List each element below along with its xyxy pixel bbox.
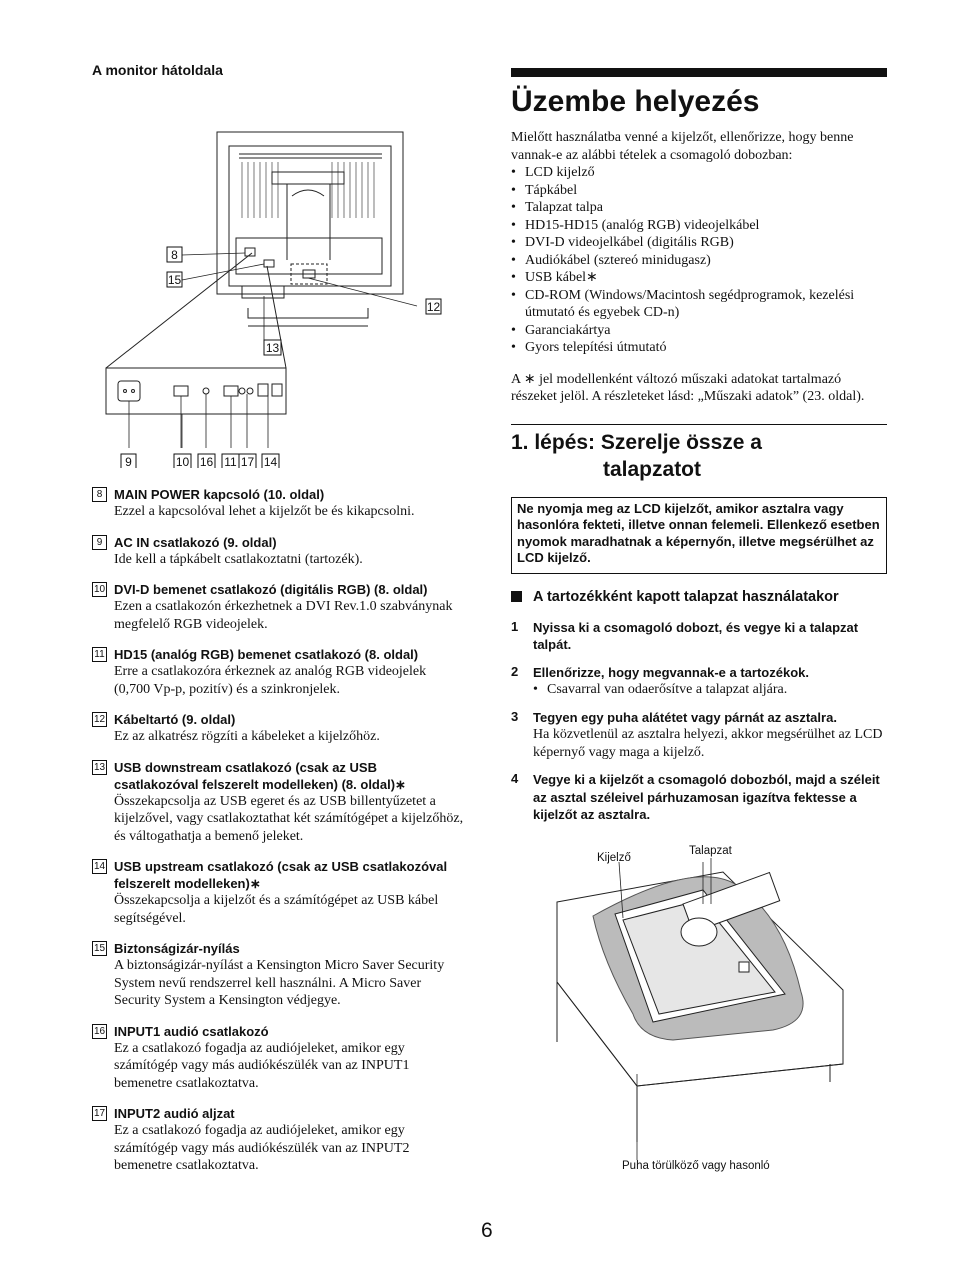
legend-title: USB downstream csatlakozó (csak az USB csatlakozóval felszerelt modelleken) (8. oldal)∗ [114,759,406,792]
legend-item [92,581,464,633]
legend-desc: Ide kell a tápkábelt csatlakoztatni (tartozék). [114,551,363,567]
step-item [511,771,887,824]
subheading [511,588,887,607]
svg-text:15: 15 [167,273,182,287]
svg-text:17: 17 [240,455,255,468]
step-item [511,664,887,699]
legend-desc: Ez a csatlakozó fogadja az audiójeleket, amikor egy számítógép vagy más audiókészülék van az INPUT2 bemenetre csatlakoztatva. [114,1123,410,1173]
legend-title: HD15 (analóg RGB) bemenet csatlakozó (8. oldal) [114,647,419,662]
monitor-on-table-illustration [553,842,853,1182]
step-desc: Ha közvetlenül az asztalra helyezi, akkor megsérülhet az LCD képernyő vagy maga a kijelző. [533,727,883,760]
step-heading-line1: 1. lépés: Szerelje össze a [511,430,762,454]
list-item: • Audiókábel (sztereó minidugasz) [511,252,887,270]
legend-desc: Összekapcsolja az USB egeret és az USB billentyűzetet a kijelzővel, vagy csatlakoztathat két számítógépet a kijelzőhöz, és váltogathatja a bemenő jeleket. [114,793,464,844]
section-divider [511,424,887,425]
legend-title: Biztonságizár-nyílás [114,941,240,956]
legend-list [92,486,464,1175]
list-item: • Gyors telepítési útmutató [511,339,887,357]
illustration-drawing [553,842,853,1160]
intro-text: Mielőtt használatba venné a kijelzőt, ellenőrizze, hogy benne vannak-e az alábbi tételek a csomagoló dobozban: [511,130,854,163]
legend-title: INPUT1 audió csatlakozó [114,1023,269,1039]
legend-number: 16 [93,1025,106,1037]
legend-title: Kábeltartó (9. oldal) [114,712,236,727]
legend-title: DVI-D bemenet csatlakozó (digitális RGB) (8. oldal) [114,582,428,597]
legend-number: 8 [92,487,107,502]
left-column [92,62,464,1188]
legend-number: 11 [92,647,107,662]
list-item: • Garanciakártya [511,322,887,340]
legend-item [92,940,464,1010]
legend-title: AC IN csatlakozó (9. oldal) [114,534,277,550]
legend-desc: A biztonságizár-nyílást a Kensington Micro Saver Security System nevű rendszerrel kell használni. A Micro Saver Security System a Kensington védjegye. [114,958,445,1008]
step-number: 2 [511,663,519,679]
svg-text:12: 12 [426,300,441,314]
callout-15 [167,272,182,287]
step-heading-line2: talapzatot [603,457,702,481]
legend-desc: Ezzel a kapcsolóval lehet a kijelzőt be és kikapcsolni. [114,504,415,519]
page-number: 6 [481,1219,493,1242]
legend-title: MAIN POWER kapcsoló (10. oldal) [114,487,325,502]
svg-text:10: 10 [175,455,190,468]
legend-desc: Összekapcsolja a kijelzőt és a számítógépet az USB kábel segítségével. [114,893,439,926]
step-title: Ellenőrizze, hogy megvannak-e a tartozékok. [533,664,809,680]
legend-number: 10 [93,584,106,595]
step-number: 1 [511,618,519,634]
svg-text:8: 8 [171,248,178,262]
legend-item [92,858,464,927]
page-title: Üzembe helyezés [511,85,760,118]
section-label-rear: A monitor hátoldala [92,62,223,78]
legend-desc: Erre a csatlakozóra érkeznek az analóg RGB videojelek (0,700 Vp-p, pozitív) és a szinkronjelek. [114,664,427,697]
legend-number: 17 [93,1108,106,1119]
callout-11 [222,454,239,468]
legend-item [92,1105,464,1175]
svg-text:9: 9 [125,455,132,468]
label-display: Kijelző [597,852,631,864]
step-title: Nyissa ki a csomagoló dobozt, és vegye ki a talapzat talpát. [533,619,859,652]
step-item [511,709,887,762]
callout-12 [426,299,441,314]
legend-number: 15 [93,943,106,954]
list-item: • USB kábel∗ [511,269,887,287]
step-title: Vegye ki a kijelzőt a csomagoló dobozból, majd a széleit az asztal széleivel párhuzamosan igazítva fektesse a kijelzőt az asztalra. [533,772,880,822]
step-heading [511,429,887,483]
legend-item [92,486,464,521]
label-cloth: Puha törülköző vagy hasonló [622,1160,770,1172]
callout-9 [121,454,136,468]
label-stand: Talapzat [689,845,732,857]
callout-16 [198,454,215,468]
square-bullet-icon [511,591,522,602]
legend-item [92,1023,464,1093]
callout-10 [174,454,191,468]
svg-text:14: 14 [263,455,278,468]
legend-desc: Ez a csatlakozó fogadja az audiójeleket, amikor egy számítógép vagy más audiókészülék van az INPUT1 bemenetre csatlakoztatva. [114,1040,410,1091]
step-number: 3 [511,708,519,724]
step-title: Tegyen egy puha alátétet vagy párnát az asztalra. [533,709,837,725]
list-item: • LCD kijelző [511,164,887,182]
legend-title: INPUT2 audió aljzat [114,1106,235,1121]
list-item: • Tápkábel [511,182,887,200]
legend-desc: Ezen a csatlakozón érkezhetnek a DVI Rev.1.0 szabványnak megfelelő RGB videojelek. [114,599,453,632]
legend-number: 12 [93,714,106,725]
legend-item [92,534,464,569]
legend-item [92,711,464,746]
package-contents-list [511,164,887,357]
title-bar [511,68,887,77]
legend-desc: Ez az alkatrész rögzíti a kábeleket a kijelzőhöz. [114,729,380,744]
list-item: • Talapzat talpa [511,199,887,217]
legend-item [92,646,464,698]
legend-title: USB upstream csatlakozó (csak az USB csatlakozóval felszerelt modelleken)∗ [114,859,448,891]
svg-text:13: 13 [265,341,280,355]
step-bullet: • Csavarral van odaerősítve a talapzat aljára. [533,681,887,699]
callout-14 [262,454,279,468]
svg-text:16: 16 [199,455,214,468]
list-item: • HD15-HD15 (analóg RGB) videojelkábel [511,217,887,235]
callout-13 [264,340,281,355]
step-item [511,619,887,654]
legend-number: 13 [93,761,106,773]
list-item: • DVI-D videojelkábel (digitális RGB) [511,234,887,252]
legend-number: 14 [93,861,106,872]
svg-text:11: 11 [224,455,237,468]
callout-8 [167,247,182,262]
callout-17 [239,454,256,468]
asterisk-note: A ∗ jel modellenként változó műszaki adatokat tartalmazó részeket jelöl. A részleteket lásd: „Műszaki adatok” (23. oldal). [511,371,865,404]
monitor-rear-diagram [92,88,464,468]
legend-number: 9 [92,535,107,550]
step-number: 4 [511,771,519,786]
right-column [511,68,887,834]
subheading-text: A tartozékként kapott talapzat használatakor [533,588,839,605]
warning-box: Ne nyomja meg az LCD kijelzőt, amikor asztalra vagy hasonlóra fekteti, illetve onnan felemeli. Ellenkező esetben nyomok maradhatnak a képernyőn, illetve megsérülhet az LCD kijelző. [511,497,887,574]
legend-item [92,759,464,846]
list-item: • CD-ROM (Windows/Macintosh segédprogramok, kezelési útmutató és egyebek CD-n) [511,287,887,322]
